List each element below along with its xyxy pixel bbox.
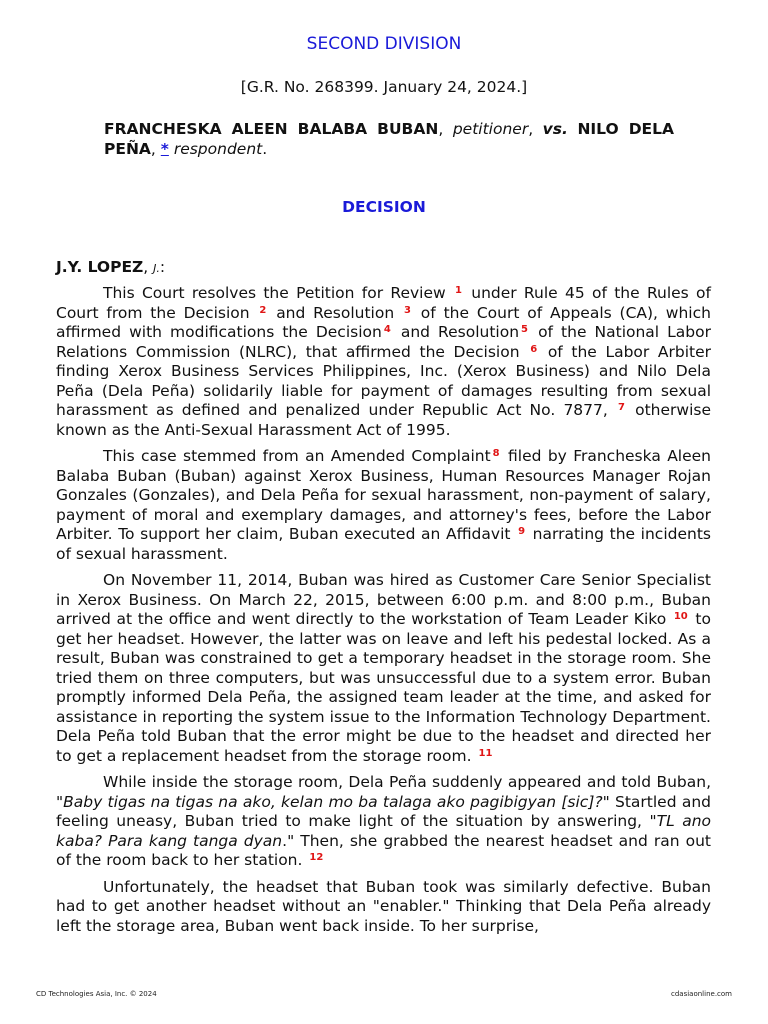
footer-copyright: CD Technologies Asia, Inc. © 2024	[36, 990, 157, 998]
footnote-link-7[interactable]: 7	[617, 402, 625, 413]
decision-title: DECISION	[342, 198, 426, 216]
paragraph-5	[56, 878, 711, 937]
p3-text: On November 11, 2014, Buban was hired as Customer Care Senior Specialist in Xerox Business. On March 22, 2015, between 6:00 p.m. and 8:00 p.m., Buban arrived at the office and went directly to the workstation of Team Leader Kiko	[56, 571, 711, 628]
ponente-suffix: J.	[153, 262, 160, 275]
p1-text: This Court resolves the Petition for Review	[103, 284, 446, 302]
p1-text: otherwise known as the Anti-Sexual Harassment Act of 1995.	[56, 401, 711, 439]
respondent-name: NILO DELA PEÑA	[104, 120, 675, 158]
versus: vs.	[542, 120, 568, 138]
footer-site: cdasiaonline.com	[671, 990, 732, 998]
footnote-link-10[interactable]: 10	[673, 611, 688, 622]
division-heading: SECOND DIVISION	[306, 34, 462, 54]
parties-block: FRANCHESKA ALEEN BALABA BUBAN, petitioner, vs. NILO DELA PEÑA, * respondent.	[104, 120, 675, 158]
quote-1: Baby tigas na tigas na ako, kelan mo ba talaga ako pagibigyan [sic]?	[63, 792, 603, 811]
ponente-colon: :	[159, 258, 166, 276]
footnote-link-6[interactable]: 6	[530, 343, 538, 355]
paragraph-3	[56, 571, 711, 766]
footnote-link-2[interactable]: 2	[259, 304, 267, 316]
footnote-link-9[interactable]: 9	[518, 526, 526, 537]
footnote-link-4[interactable]: 4	[383, 324, 391, 335]
case-number: [G.R. No. 268399. January 24, 2024.]	[240, 78, 528, 96]
p1-text: of the Labor Arbiter finding Xerox Business Services Philippines, Inc. (Xerox Business) and Nilo Dela Peña (Dela Peña) solidarily liable for payment of damages resulting from sexual harassment as defined and penalized under Republic Act No. 7877,	[56, 342, 712, 419]
p2-text: narrating the incidents of sexual harassment.	[56, 525, 711, 563]
p1-text: and Resolution	[276, 303, 395, 322]
footnote-link-12[interactable]: 12	[309, 852, 324, 863]
p4-text: While inside the storage room, Dela Peña suddenly appeared and told Buban, "	[56, 773, 711, 811]
p4-text: " Startled and feeling uneasy, Buban tried to make light of the situation by answering, "	[56, 792, 711, 830]
paragraph-2	[56, 447, 711, 564]
p2-text: This case stemmed from an Amended Complaint	[103, 447, 491, 465]
asterisk-footnote-link[interactable]: *	[160, 139, 169, 158]
ponente-line: J.Y. LOPEZ, J.:	[56, 258, 166, 276]
quote-2: TL ano kaba? Para kang tanga dyan	[56, 812, 712, 850]
p2-text: filed by Francheska Aleen Balaba Buban (Buban) against Xerox Business, Human Resources Manager Rojan Gonzales (Gonzales), and Dela Peña for sexual harassment, non-payment of salary, payment of moral and exemplary damages, and attorney's fees, before the Labor Arbiter. To support her claim, Buban executed an Affidavit	[56, 447, 712, 543]
p1-text: under Rule 45 of the Rules of Court from the Decision	[56, 284, 711, 322]
petitioner-role: petitioner	[452, 120, 529, 138]
footnote-link-8[interactable]: 8	[492, 448, 500, 459]
p5-text: Unfortunately, the headset that Buban took was similarly defective. Buban had to get another headset without an "enabler." Thinking that Dela Peña already left the storage area, Buban went back inside. To her surprise,	[56, 877, 711, 935]
p1-text: of the Court of Appeals (CA), which affirmed with modifications the Decision	[56, 303, 711, 341]
footnote-link-3[interactable]: 3	[404, 304, 411, 316]
respondent-role: respondent	[173, 139, 263, 158]
ponente-name: J.Y. LOPEZ	[56, 258, 144, 276]
footnote-link-11[interactable]: 11	[478, 747, 493, 759]
decision-body	[56, 284, 711, 943]
p4-text: ." Then, she grabbed the nearest headset and ran out of the room back to her station.	[56, 831, 711, 869]
p1-text: of the National Labor Relations Commission (NLRC), that affirmed the Decision	[56, 323, 711, 361]
paragraph-1	[56, 284, 711, 440]
footnote-link-5[interactable]: 5	[521, 324, 529, 335]
footnote-link-1[interactable]: 1	[454, 285, 462, 296]
paragraph-4	[56, 773, 711, 871]
petitioner-name: FRANCHESKA ALEEN BALABA BUBAN	[104, 120, 439, 138]
p1-text: and Resolution	[400, 323, 520, 341]
p3-text: to get her headset. However, the latter was on leave and left his pedestal locked. As a result, Buban was constrained to get a temporary headset in the storage room. She tried them on three computers, but was unsuccessful due to a system error. Buban promptly informed Dela Peña, the assigned team leader at the time, and asked for assistance in reporting the system issue to the Information Technology Department. Dela Peña told Buban that the error might be due to the headset and directed her to get a replacement headset from the storage room.	[56, 610, 711, 765]
